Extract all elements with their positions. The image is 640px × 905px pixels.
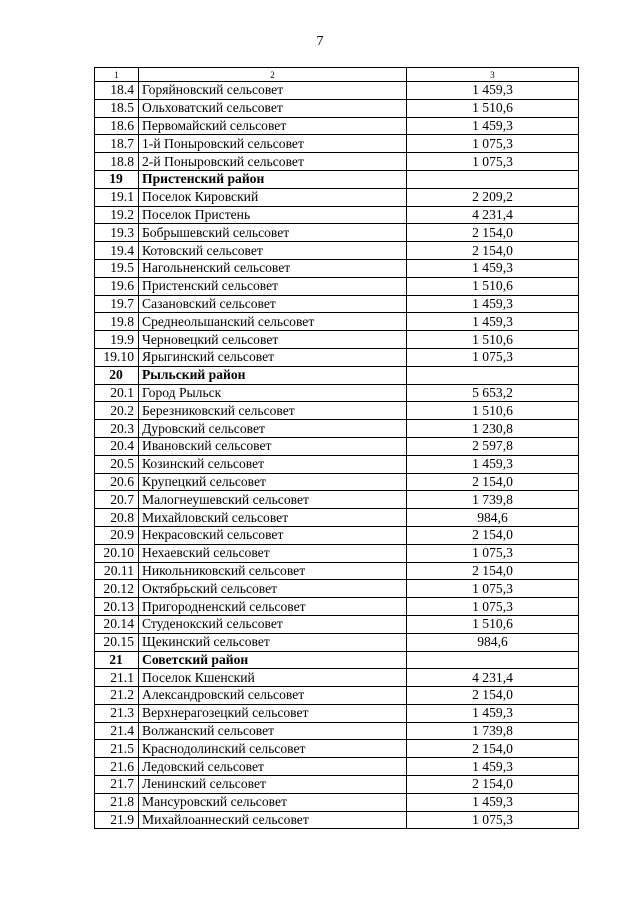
row-value: 2 154,0 <box>407 687 579 705</box>
row-value: 2 154,0 <box>407 526 579 544</box>
row-value: 2 154,0 <box>407 562 579 580</box>
row-name: Нагольненский сельсовет <box>139 259 407 277</box>
row-name: Березниковский сельсовет <box>139 402 407 420</box>
row-name: Щекинский сельсовет <box>139 633 407 651</box>
table-row <box>95 455 579 473</box>
row-value: 1 459,3 <box>407 793 579 811</box>
row-number: 21.3 <box>95 704 139 722</box>
table-row <box>95 722 579 740</box>
row-value: 1 510,6 <box>407 331 579 349</box>
table-row <box>95 793 579 811</box>
row-number: 19.4 <box>95 242 139 260</box>
row-value: 4 231,4 <box>407 206 579 224</box>
row-value: 2 597,8 <box>407 437 579 455</box>
row-name: Никольниковский сельсовет <box>139 562 407 580</box>
row-value: 1 510,6 <box>407 277 579 295</box>
row-name: Козинский сельсовет <box>139 455 407 473</box>
row-value: 1 459,3 <box>407 704 579 722</box>
row-value: 1 459,3 <box>407 117 579 135</box>
row-number: 19.2 <box>95 206 139 224</box>
row-number: 19.3 <box>95 224 139 242</box>
row-number: 21.1 <box>95 669 139 687</box>
row-name: Рыльский район <box>139 366 407 384</box>
row-value: 1 075,3 <box>407 135 579 153</box>
row-number: 20.6 <box>95 473 139 491</box>
row-name: Пригородненский сельсовет <box>139 598 407 616</box>
table-row <box>95 384 579 402</box>
district-row <box>95 366 579 384</box>
row-value: 1 075,3 <box>407 348 579 366</box>
row-value: 2 209,2 <box>407 188 579 206</box>
row-name: Нехаевский сельсовет <box>139 544 407 562</box>
row-name: Верхнерагозецкий сельсовет <box>139 704 407 722</box>
row-value <box>407 651 579 669</box>
row-value: 1 739,8 <box>407 722 579 740</box>
row-number: 20.3 <box>95 420 139 438</box>
district-row <box>95 651 579 669</box>
row-number: 20.11 <box>95 562 139 580</box>
row-value: 1 510,6 <box>407 402 579 420</box>
row-value <box>407 366 579 384</box>
table-row <box>95 633 579 651</box>
table-row <box>95 509 579 527</box>
row-name: Черновецкий сельсовет <box>139 331 407 349</box>
row-value: 1 459,3 <box>407 313 579 331</box>
table-row <box>95 437 579 455</box>
table-row <box>95 188 579 206</box>
row-name: Мансуровский сельсовет <box>139 793 407 811</box>
row-number: 19.1 <box>95 188 139 206</box>
row-value: 1 459,3 <box>407 455 579 473</box>
table-row <box>95 348 579 366</box>
row-number: 21.6 <box>95 758 139 776</box>
row-number: 20.2 <box>95 402 139 420</box>
row-name: Ивановский сельсовет <box>139 437 407 455</box>
row-name: Поселок Пристень <box>139 206 407 224</box>
table-row <box>95 402 579 420</box>
row-name: Среднеольшанский сельсовет <box>139 313 407 331</box>
table-row <box>95 580 579 598</box>
row-value: 5 653,2 <box>407 384 579 402</box>
table-row <box>95 82 579 100</box>
row-name: Первомайский сельсовет <box>139 117 407 135</box>
table-row <box>95 562 579 580</box>
row-value: 1 510,6 <box>407 99 579 117</box>
row-name: Михайлоаннеский сельсовет <box>139 811 407 829</box>
table-row <box>95 544 579 562</box>
row-value: 1 459,3 <box>407 259 579 277</box>
row-value: 984,6 <box>407 509 579 527</box>
row-number: 19.7 <box>95 295 139 313</box>
table-row <box>95 277 579 295</box>
row-number: 19.8 <box>95 313 139 331</box>
table-row <box>95 420 579 438</box>
row-number: 19.10 <box>95 348 139 366</box>
row-value <box>407 170 579 188</box>
row-name: Дуровский сельсовет <box>139 420 407 438</box>
table-header-row <box>95 68 579 82</box>
table-row <box>95 313 579 331</box>
row-value: 1 739,8 <box>407 491 579 509</box>
row-value: 984,6 <box>407 633 579 651</box>
table-row <box>95 117 579 135</box>
row-number: 20.15 <box>95 633 139 651</box>
row-number: 18.8 <box>95 153 139 171</box>
row-name: 1-й Поныровский сельсовет <box>139 135 407 153</box>
row-number: 18.6 <box>95 117 139 135</box>
row-name: Пристенский сельсовет <box>139 277 407 295</box>
row-name: Студенокский сельсовет <box>139 615 407 633</box>
row-value: 2 154,0 <box>407 242 579 260</box>
row-name: Александровский сельсовет <box>139 687 407 705</box>
row-value: 1 510,6 <box>407 615 579 633</box>
row-number: 19.9 <box>95 331 139 349</box>
row-name: Краснодолинский сельсовет <box>139 740 407 758</box>
table-row <box>95 295 579 313</box>
row-number: 20.12 <box>95 580 139 598</box>
row-number: 20 <box>95 366 139 384</box>
table-row <box>95 224 579 242</box>
row-name: Бобрышевский сельсовет <box>139 224 407 242</box>
row-name: Михайловский сельсовет <box>139 509 407 527</box>
row-number: 19.5 <box>95 259 139 277</box>
row-number: 21 <box>95 651 139 669</box>
table-row <box>95 669 579 687</box>
row-name: Горяйновский сельсовет <box>139 82 407 100</box>
row-name: Пристенский район <box>139 170 407 188</box>
column-header-2: 2 <box>139 68 407 82</box>
table-row <box>95 473 579 491</box>
row-number: 21.7 <box>95 776 139 794</box>
table-row <box>95 99 579 117</box>
row-number: 21.8 <box>95 793 139 811</box>
column-header-1: 1 <box>95 68 139 82</box>
table-row <box>95 687 579 705</box>
row-value: 1 230,8 <box>407 420 579 438</box>
page-number: 7 <box>316 34 324 49</box>
table-body <box>95 68 579 829</box>
row-number: 18.7 <box>95 135 139 153</box>
row-name: Город Рыльск <box>139 384 407 402</box>
row-name: Малогнеушевский сельсовет <box>139 491 407 509</box>
row-number: 19.6 <box>95 277 139 295</box>
table-row <box>95 704 579 722</box>
table-row <box>95 526 579 544</box>
row-number: 20.7 <box>95 491 139 509</box>
row-value: 1 075,3 <box>407 580 579 598</box>
row-name: 2-й Поныровский сельсовет <box>139 153 407 171</box>
row-value: 1 075,3 <box>407 811 579 829</box>
row-value: 2 154,0 <box>407 740 579 758</box>
row-number: 21.9 <box>95 811 139 829</box>
row-number: 20.14 <box>95 615 139 633</box>
table-row <box>95 811 579 829</box>
row-value: 1 075,3 <box>407 598 579 616</box>
row-value: 2 154,0 <box>407 473 579 491</box>
table-row <box>95 598 579 616</box>
row-name: Октябрьский сельсовет <box>139 580 407 598</box>
row-name: Поселок Кировский <box>139 188 407 206</box>
row-value: 1 459,3 <box>407 82 579 100</box>
row-value: 1 459,3 <box>407 295 579 313</box>
column-header-3: 3 <box>407 68 579 82</box>
row-name: Котовский сельсовет <box>139 242 407 260</box>
row-value: 1 075,3 <box>407 153 579 171</box>
table-row <box>95 135 579 153</box>
row-number: 20.4 <box>95 437 139 455</box>
row-number: 19 <box>95 170 139 188</box>
row-number: 20.10 <box>95 544 139 562</box>
row-number: 21.4 <box>95 722 139 740</box>
row-number: 20.13 <box>95 598 139 616</box>
table-row <box>95 758 579 776</box>
row-name: Некрасовский сельсовет <box>139 526 407 544</box>
row-name: Ледовский сельсовет <box>139 758 407 776</box>
row-number: 21.5 <box>95 740 139 758</box>
row-number: 20.1 <box>95 384 139 402</box>
row-name: Сазановский сельсовет <box>139 295 407 313</box>
row-number: 20.8 <box>95 509 139 527</box>
row-value: 4 231,4 <box>407 669 579 687</box>
row-number: 20.5 <box>95 455 139 473</box>
row-name: Ярыгинский сельсовет <box>139 348 407 366</box>
district-row <box>95 170 579 188</box>
row-number: 18.4 <box>95 82 139 100</box>
row-number: 21.2 <box>95 687 139 705</box>
row-name: Поселок Кшенский <box>139 669 407 687</box>
table-row <box>95 153 579 171</box>
row-name: Волжанский сельсовет <box>139 722 407 740</box>
row-name: Ольховатский сельсовет <box>139 99 407 117</box>
row-number: 18.5 <box>95 99 139 117</box>
row-value: 2 154,0 <box>407 776 579 794</box>
allocation-table <box>94 67 579 829</box>
table-row <box>95 740 579 758</box>
row-value: 1 459,3 <box>407 758 579 776</box>
table-row <box>95 491 579 509</box>
row-name: Крупецкий сельсовет <box>139 473 407 491</box>
table-row <box>95 259 579 277</box>
row-name: Ленинский сельсовет <box>139 776 407 794</box>
row-value: 2 154,0 <box>407 224 579 242</box>
row-number: 20.9 <box>95 526 139 544</box>
table-row <box>95 615 579 633</box>
table-row <box>95 242 579 260</box>
table-row <box>95 331 579 349</box>
table-row <box>95 776 579 794</box>
table-row <box>95 206 579 224</box>
row-name: Советский район <box>139 651 407 669</box>
row-value: 1 075,3 <box>407 544 579 562</box>
